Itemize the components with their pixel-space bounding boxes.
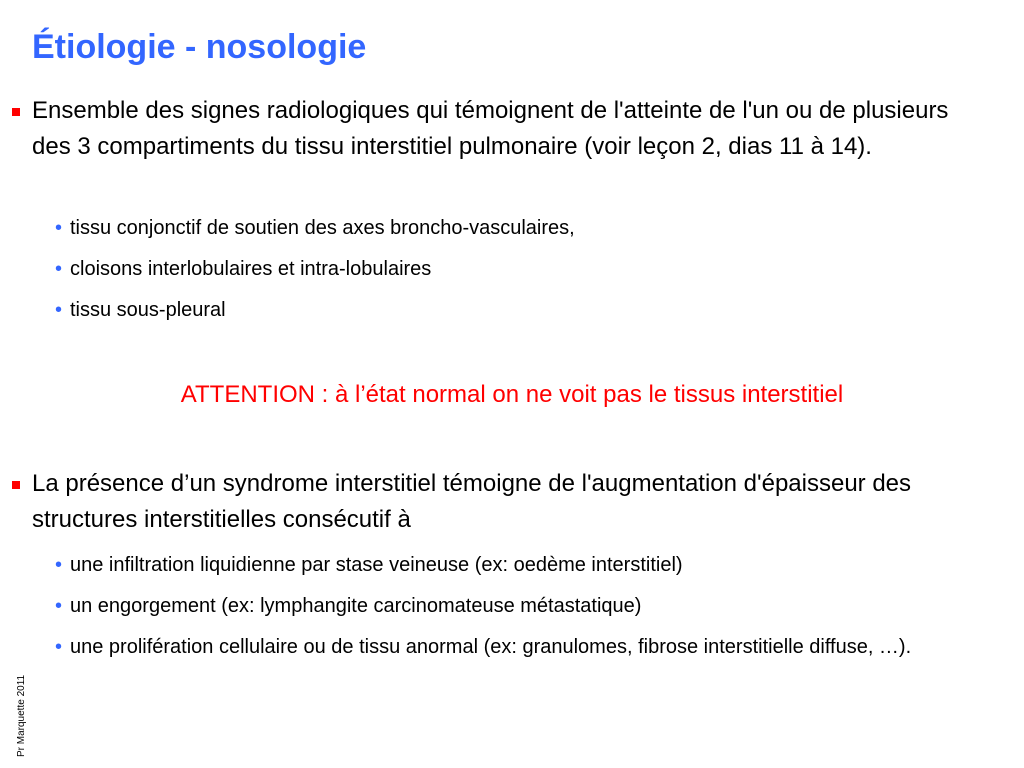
slide-title: Étiologie - nosologie [32, 28, 367, 66]
blue-dot-icon: • [55, 258, 63, 280]
blue-dot-icon: • [55, 299, 63, 321]
sub-bullet [55, 212, 955, 244]
red-square-icon [12, 108, 20, 116]
sub-bullet-text: cloisons interlobulaires et intra-lobulaires [70, 258, 432, 280]
main-bullet-1 [12, 93, 962, 165]
slide-footer: Pr Marquette 2011 [16, 674, 27, 757]
sub-bullet [55, 549, 975, 581]
main-bullet-1-text: Ensemble des signes radiologiques qui témoignent de l'atteinte de l'un ou de plusieurs des 3 compartiments du tissu interstitiel pulmonaire (voir leçon 2, dias 11 à 14). [32, 97, 949, 160]
blue-dot-icon: • [55, 636, 63, 658]
main-bullet-2 [12, 466, 972, 538]
sub-bullet [55, 253, 955, 285]
sub-bullet-text: une prolifération cellulaire ou de tissu anormal (ex: granulomes, fibrose interstitielle diffuse, …). [70, 636, 912, 658]
attention-note: ATTENTION : à l’état normal on ne voit pas le tissus interstitiel [180, 381, 844, 408]
red-square-icon [12, 481, 20, 489]
main-bullet-2-text: La présence d’un syndrome interstitiel témoigne de l'augmentation d'épaisseur des structures interstitielles consécutif à [32, 470, 912, 533]
sub-bullet [55, 294, 955, 326]
blue-dot-icon: • [55, 595, 63, 617]
blue-dot-icon: • [55, 217, 63, 239]
sub-bullet-text: une infiltration liquidienne par stase veineuse (ex: oedème interstitiel) [70, 554, 683, 576]
blue-dot-icon: • [55, 554, 63, 576]
sub-bullet [55, 590, 975, 622]
sub-bullet-text: tissu conjonctif de soutien des axes broncho-vasculaires, [70, 217, 575, 239]
sub-bullet [55, 631, 975, 663]
sub-bullet-text: un engorgement (ex: lymphangite carcinomateuse métastatique) [70, 595, 642, 617]
sub-bullet-text: tissu sous-pleural [70, 299, 226, 321]
